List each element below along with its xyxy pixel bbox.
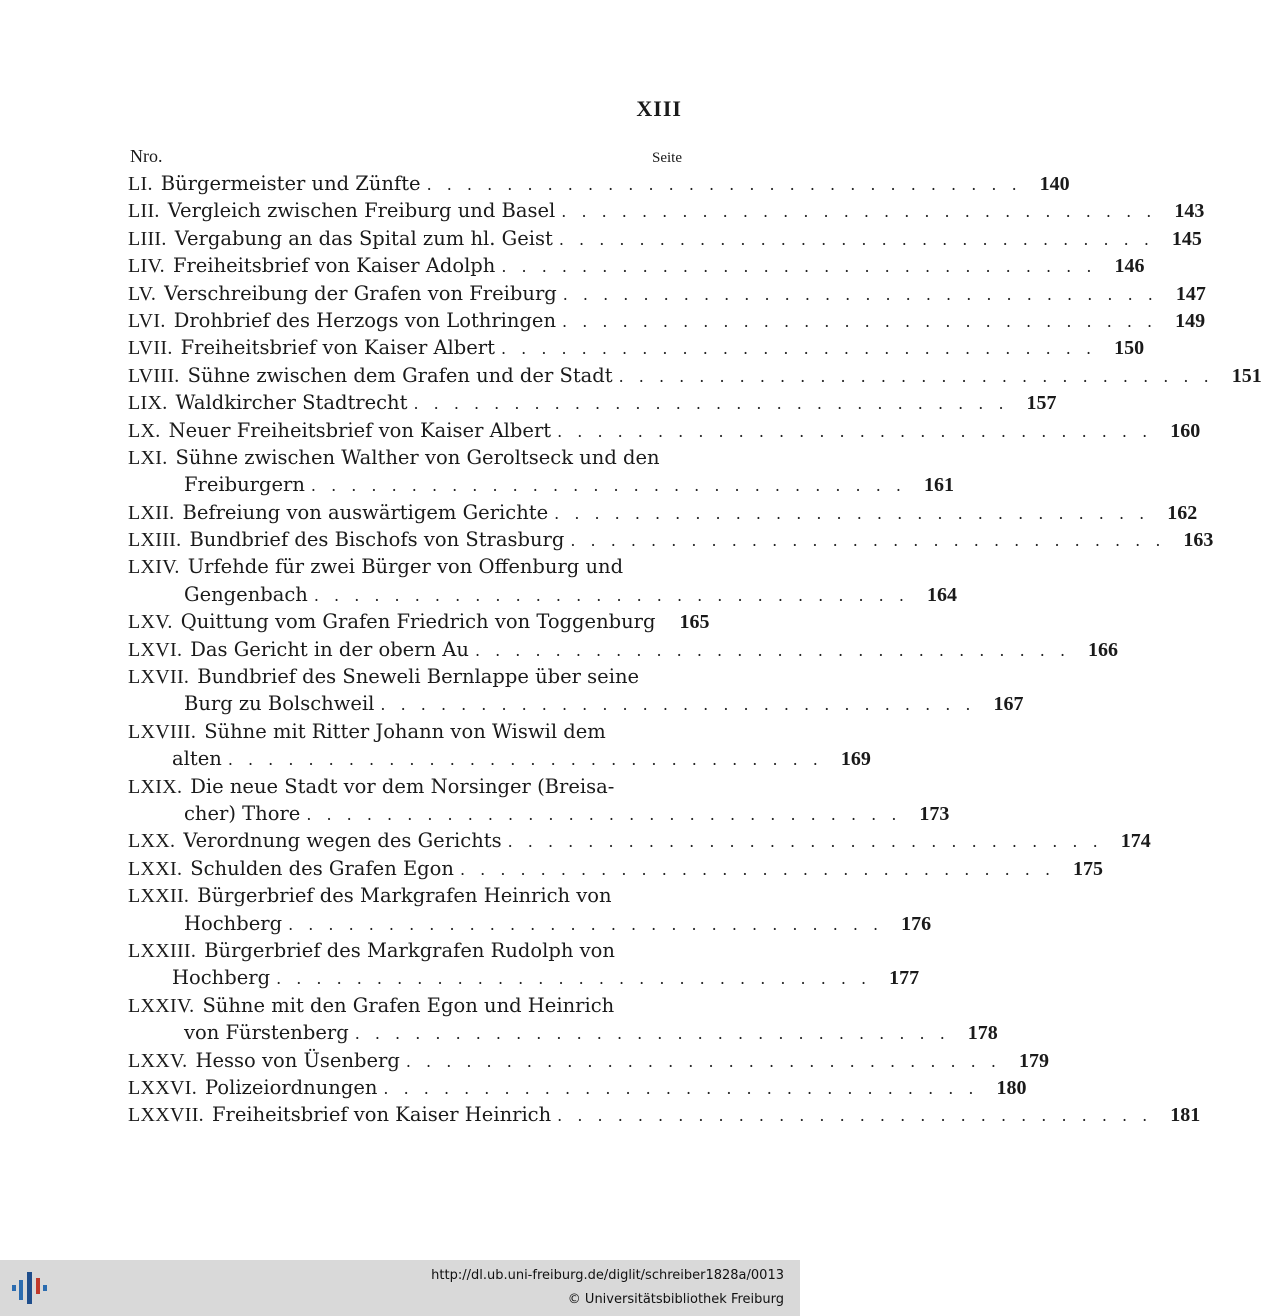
toc-entry-title: cher) Thore bbox=[184, 801, 301, 825]
toc-entry-line bbox=[128, 937, 684, 964]
toc-entry-line bbox=[128, 471, 954, 498]
toc-entry-number: LXIII. bbox=[128, 529, 182, 552]
toc-leader-dots: . . . . . . . . . . . . . . . . . . . . . . . . . . . . . . bbox=[276, 969, 872, 989]
toc-leader-dots: . . . . . . . . . . . . . . . . . . . . . . . . . . . . . . bbox=[383, 1078, 979, 1098]
toc-entry-line bbox=[128, 608, 710, 635]
toc-entry-number: LXXI. bbox=[128, 857, 183, 880]
toc-entry-title: Polizeiordnungen bbox=[205, 1075, 378, 1099]
toc-entry-title: Hesso von Üsenberg bbox=[195, 1048, 400, 1072]
toc-entry-number: LXV. bbox=[128, 611, 173, 634]
toc-entry-number: LXX. bbox=[128, 830, 176, 853]
toc-leader-dots: . . . . . . . . . . . . . . . . . . . . . . . . . . . . . . bbox=[380, 695, 976, 715]
toc-leader-dots: . . . . . . . . . . . . . . . . . . . . . . . . . . . . . . bbox=[310, 476, 906, 496]
toc-entry bbox=[128, 280, 1206, 307]
toc-entry-number: LXVII. bbox=[128, 666, 190, 689]
toc-leader-dots: . . . . . . . . . . . . . . . . . . . . . . . . . . . . . . bbox=[500, 339, 1097, 359]
toc-entry-page: 145 bbox=[1171, 227, 1202, 250]
toc-entry-page: 176 bbox=[901, 912, 932, 935]
toc-entry-title: Bürgermeister und Zünfte bbox=[160, 172, 421, 195]
toc-leader-dots: . . . . . . . . . . . . . . . . . . . . . . . . . . . . . . bbox=[426, 175, 1022, 194]
toc-entry-page: 146 bbox=[1114, 255, 1145, 278]
toc-entry-title: Burg zu Bolschweil bbox=[184, 692, 375, 716]
toc-entry-title: Die neue Stadt vor dem Norsinger (Breisa- bbox=[190, 774, 615, 798]
toc-entry-line bbox=[128, 745, 871, 772]
toc-entry-title: Urfehde für zwei Bürger von Offenburg und bbox=[187, 555, 624, 579]
toc-leader-dots: . . . . . . . . . . . . . . . . . . . . . . . . . . . . . . bbox=[507, 832, 1103, 852]
toc-entry bbox=[128, 992, 998, 1047]
toc-entry-line bbox=[128, 362, 1262, 389]
toc-entry-title: Quittung vom Grafen Friedrich von Toggenburg bbox=[180, 610, 656, 634]
toc-entry-title: von Fürstenberg bbox=[184, 1021, 349, 1045]
toc-entry-page: 140 bbox=[1039, 173, 1070, 195]
toc-entry bbox=[128, 937, 920, 992]
toc-entry-line bbox=[128, 334, 1145, 361]
toc-entry-line bbox=[128, 197, 1205, 224]
footer-url[interactable]: http://dl.ub.uni-freiburg.de/diglit/schreiber1828a/0013 bbox=[431, 1268, 784, 1283]
toc-entry-line bbox=[128, 307, 1206, 334]
toc-entry bbox=[128, 499, 1198, 526]
toc-entry-page: 163 bbox=[1183, 529, 1214, 552]
toc-entry-number: LVII. bbox=[128, 337, 173, 360]
toc-entry-line bbox=[128, 964, 920, 991]
toc-entry-number: LXII. bbox=[128, 501, 175, 524]
toc-entry-line bbox=[128, 800, 950, 827]
toc-leader-dots: . . . . . . . . . . . . . . . . . . . . . . . . . . . . . . bbox=[405, 1051, 1001, 1071]
toc-entry-line bbox=[128, 444, 684, 471]
toc-entry-line bbox=[128, 773, 684, 800]
toc-entry-title: Das Gericht in der obern Au bbox=[190, 637, 469, 661]
toc-entry-title: Freiheitsbrief von Kaiser Adolph bbox=[172, 254, 496, 278]
toc-entry-number: LXXII. bbox=[128, 885, 190, 908]
toc-entry-number: LXXV. bbox=[128, 1049, 188, 1072]
toc-leader-dots: . . . . . . . . . . . . . . . . . . . . . . . . . . . . . . bbox=[354, 1024, 950, 1044]
toc-entry-title: Sühne zwischen dem Grafen und der Stadt bbox=[187, 363, 613, 387]
toc-entry-title: Bürgerbrief des Markgrafen Rudolph von bbox=[204, 938, 615, 962]
toc-leader-dots: . . . . . . . . . . . . . . . . . . . . . . . . . . . . . . bbox=[459, 859, 1056, 879]
toc-entry-line bbox=[128, 992, 684, 1019]
toc-entry-line bbox=[128, 389, 1057, 416]
toc-entry-title: alten bbox=[172, 747, 222, 771]
toc-entry-page: 147 bbox=[1175, 282, 1206, 305]
toc-leader-dots: . . . . . . . . . . . . . . . . . . . . . . . . . . . . . . bbox=[227, 750, 823, 770]
toc-leader-dots: . . . . . . . . . . . . . . . . . . . . . . . . . . . . . . bbox=[474, 640, 1071, 660]
toc-leader-dots: . . . . . . . . . . . . . . . . . . . . . . . . . . . . . . bbox=[562, 311, 1158, 331]
toc-entry-title: Neuer Freiheitsbrief von Kaiser Albert bbox=[168, 418, 552, 442]
toc-entry-title: Vergabung an das Spital zum hl. Geist bbox=[174, 226, 553, 250]
toc-entry bbox=[128, 389, 1057, 416]
toc-leader-dots: . . . . . . . . . . . . . . . . . . . . . . . . . . . . . . bbox=[557, 1106, 1153, 1126]
toc-entry-number: LXVIII. bbox=[128, 720, 197, 743]
toc-entry-number: LXVI. bbox=[128, 638, 183, 661]
toc-entry-title: Sühne mit Ritter Johann von Wiswil dem bbox=[204, 719, 606, 743]
toc-entry-title: Waldkircher Stadtrecht bbox=[175, 391, 408, 415]
toc-leader-dots: . . . . . . . . . . . . . . . . . . . . . . . . . . . . . . bbox=[562, 284, 1158, 304]
toc-entry-page: 167 bbox=[993, 693, 1024, 716]
toc-entry bbox=[128, 444, 954, 499]
toc-entry bbox=[128, 553, 957, 608]
toc-leader-dots: . . . . . . . . . . . . . . . . . . . . . . . . . . . . . . bbox=[558, 229, 1154, 249]
ub-freiburg-logo-icon bbox=[10, 1268, 50, 1308]
toc-leader-dots: . . . . . . . . . . . . . . . . . . . . . . . . . . . . . . bbox=[413, 394, 1009, 414]
toc-entry-title: Freiburgern bbox=[184, 473, 305, 497]
toc-entry bbox=[128, 197, 1205, 224]
toc-entry-page: 161 bbox=[923, 474, 954, 497]
toc-entry bbox=[128, 608, 710, 635]
toc-entry bbox=[128, 362, 1262, 389]
toc-entry-page: 162 bbox=[1167, 501, 1198, 524]
toc-entry-line bbox=[128, 1019, 998, 1046]
toc-entry-line bbox=[128, 526, 1214, 553]
toc-entry-page: 165 bbox=[679, 611, 710, 634]
toc-entry-number: LI. bbox=[128, 173, 153, 195]
toc-entry-line bbox=[128, 499, 1198, 526]
toc-entry-line bbox=[128, 170, 1070, 197]
toc-entry-line bbox=[128, 581, 957, 608]
toc-entry-line bbox=[128, 417, 1201, 444]
table-of-contents bbox=[128, 170, 1262, 1129]
toc-leader-dots: . . . . . . . . . . . . . . . . . . . . . . . . . . . . . . bbox=[561, 202, 1157, 222]
toc-entry-number: LIII. bbox=[128, 227, 167, 250]
toc-entry-line bbox=[128, 663, 684, 690]
toc-entry-page: 173 bbox=[919, 802, 950, 825]
toc-entry-line bbox=[128, 280, 1206, 307]
toc-entry bbox=[128, 170, 1070, 197]
toc-entry-page: 169 bbox=[840, 748, 871, 771]
toc-entry-line bbox=[128, 252, 1145, 279]
toc-entry-title: Hochberg bbox=[184, 911, 283, 935]
toc-entry-number: LXXIII. bbox=[128, 939, 197, 962]
toc-entry-title: Bundbrief des Sneweli Bernlappe über seine bbox=[197, 665, 640, 689]
toc-entry bbox=[128, 417, 1201, 444]
toc-entry-page: 166 bbox=[1088, 638, 1119, 661]
column-header-page: Seite bbox=[652, 150, 682, 166]
toc-leader-dots: . . . . . . . . . . . . . . . . . . . . . . . . . . . . . . bbox=[288, 914, 884, 934]
toc-leader-dots: . . . . . . . . . . . . . . . . . . . . . . . . . . . . . . bbox=[618, 366, 1214, 386]
toc-entry-number: LVI. bbox=[128, 309, 166, 332]
toc-entry-title: Schulden des Grafen Egon bbox=[190, 856, 454, 880]
toc-entry-page: 174 bbox=[1120, 830, 1151, 853]
toc-entry-line bbox=[128, 882, 684, 909]
toc-leader-dots: . . . . . . . . . . . . . . . . . . . . . . . . . . . . . . bbox=[501, 257, 1097, 277]
toc-entry-number: LXIV. bbox=[128, 556, 180, 579]
toc-entry-line bbox=[128, 1074, 1027, 1101]
toc-entry bbox=[128, 1074, 1027, 1101]
toc-entry-title: Bürgerbrief des Markgrafen Heinrich von bbox=[197, 884, 612, 908]
toc-entry-page: 143 bbox=[1174, 200, 1205, 223]
toc-entry-title: Befreiung von auswärtigem Gerichte bbox=[182, 500, 549, 524]
toc-entry bbox=[128, 1047, 1049, 1074]
toc-entry bbox=[128, 855, 1104, 882]
toc-entry-page: 150 bbox=[1114, 337, 1145, 360]
toc-entry-title: Hochberg bbox=[172, 966, 271, 990]
page-number: XIII bbox=[636, 96, 682, 121]
toc-entry-number: LX. bbox=[128, 419, 161, 442]
toc-entry-line bbox=[128, 690, 1024, 717]
toc-entry bbox=[128, 636, 1119, 663]
toc-entry-title: Freiheitsbrief von Kaiser Albert bbox=[180, 336, 495, 360]
toc-entry-page: 177 bbox=[889, 967, 920, 990]
toc-entry-line bbox=[128, 855, 1104, 882]
toc-leader-dots: . . . . . . . . . . . . . . . . . . . . . . . . . . . . . . bbox=[306, 804, 902, 824]
footer-bar bbox=[0, 1260, 800, 1316]
toc-entry-line bbox=[128, 827, 1151, 854]
toc-entry-page: 149 bbox=[1175, 309, 1206, 332]
toc-entry-page: 164 bbox=[926, 583, 957, 606]
toc-entry-title: Gengenbach bbox=[184, 582, 308, 606]
toc-entry-number: LIV. bbox=[128, 255, 165, 278]
toc-entry-title: Sühne mit den Grafen Egon und Heinrich bbox=[202, 993, 615, 1017]
toc-entry-page: 179 bbox=[1018, 1049, 1049, 1072]
toc-entry-line bbox=[128, 910, 932, 937]
toc-entry-line bbox=[128, 225, 1202, 252]
toc-entry bbox=[128, 663, 1024, 718]
toc-entry-title: Verordnung wegen des Gerichts bbox=[183, 829, 502, 853]
toc-entry-line bbox=[128, 636, 1119, 663]
toc-entry-page: 151 bbox=[1231, 364, 1262, 387]
column-header-number: Nro. bbox=[130, 146, 163, 166]
toc-entry bbox=[128, 718, 871, 773]
toc-entry-number: LV. bbox=[128, 282, 157, 305]
toc-entry bbox=[128, 1101, 1201, 1128]
toc-entry-number: LXXIV. bbox=[128, 994, 195, 1017]
toc-leader-dots: . . . . . . . . . . . . . . . . . . . . . . . . . . . . . . bbox=[554, 503, 1150, 523]
toc-entry-number: LXXVI. bbox=[128, 1076, 198, 1099]
toc-entry-page: 178 bbox=[967, 1022, 998, 1045]
toc-entry-line bbox=[128, 553, 684, 580]
toc-entry-title: Bundbrief des Bischofs von Strasburg bbox=[189, 528, 565, 552]
toc-entry-number: LXIX. bbox=[128, 775, 183, 798]
toc-entry-title: Verschreibung der Grafen von Freiburg bbox=[164, 281, 557, 305]
toc-entry-number: LXI. bbox=[128, 446, 168, 469]
toc-entry-number: LIX. bbox=[128, 392, 168, 415]
toc-entry-page: 175 bbox=[1073, 857, 1104, 880]
toc-entry-page: 157 bbox=[1026, 392, 1057, 415]
toc-entry-line bbox=[128, 1101, 1201, 1128]
toc-entry-title: Freiheitsbrief von Kaiser Heinrich bbox=[211, 1103, 552, 1127]
toc-entry bbox=[128, 526, 1214, 553]
toc-entry bbox=[128, 334, 1145, 361]
footer-copyright: © Universitätsbibliothek Freiburg bbox=[567, 1292, 784, 1307]
toc-entry bbox=[128, 827, 1151, 854]
toc-entry bbox=[128, 307, 1206, 334]
toc-entry-number: LII. bbox=[128, 200, 160, 223]
toc-leader-dots: . . . . . . . . . . . . . . . . . . . . . . . . . . . . . . bbox=[557, 421, 1153, 441]
toc-entry-line bbox=[128, 1047, 1049, 1074]
toc-entry bbox=[128, 882, 932, 937]
toc-entry-title: Vergleich zwischen Freiburg und Basel bbox=[167, 199, 556, 223]
toc-leader-dots: . . . . . . . . . . . . . . . . . . . . . . . . . . . . . . bbox=[313, 585, 909, 605]
toc-entry bbox=[128, 773, 950, 828]
toc-entry-page: 180 bbox=[996, 1076, 1027, 1099]
toc-entry-page: 160 bbox=[1170, 419, 1201, 442]
toc-entry-line bbox=[128, 718, 684, 745]
toc-entry-title: Drohbrief des Herzogs von Lothringen bbox=[173, 308, 557, 332]
toc-entry bbox=[128, 225, 1202, 252]
toc-entry-page: 181 bbox=[1170, 1104, 1201, 1127]
toc-entry-title: Sühne zwischen Walther von Geroltseck und den bbox=[175, 445, 660, 469]
toc-entry-number: LVIII. bbox=[128, 364, 180, 387]
toc-entry-number: LXXVII. bbox=[128, 1104, 204, 1127]
toc-leader-dots: . . . . . . . . . . . . . . . . . . . . . . . . . . . . . . bbox=[570, 531, 1166, 551]
toc-entry bbox=[128, 252, 1145, 279]
